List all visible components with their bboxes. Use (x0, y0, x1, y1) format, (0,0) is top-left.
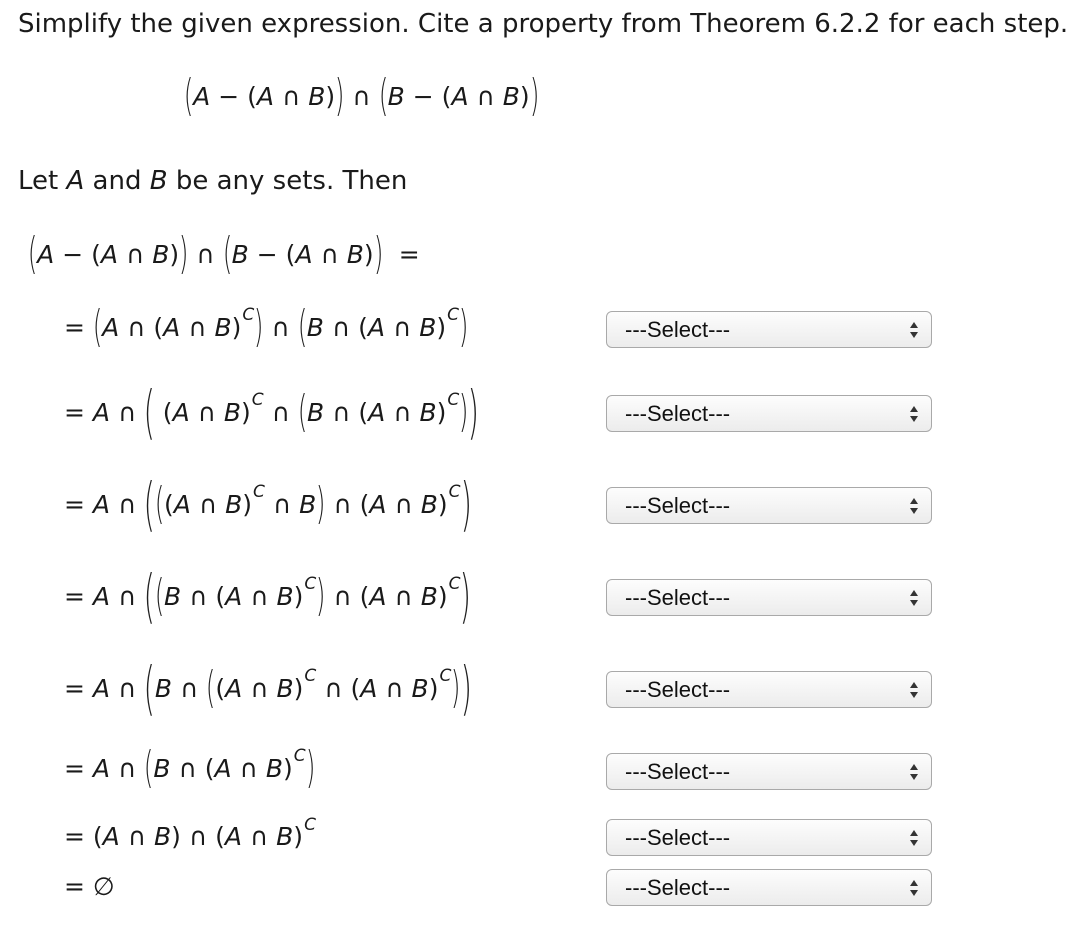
question-prompt: Simplify the given expression. Cite a property from Theorem 6.2.2 for each step. (18, 9, 1069, 39)
select-arrows-icon (909, 589, 919, 607)
proof-step-6: = A ∩ ( B ∩ ( A ∩ B ) C ) (64, 742, 315, 793)
proof-step-5: = A ∩ ( B ∩ ( ( A ∩ B ) C ∩ ( A ∩ B ) C ) ) (64, 654, 472, 722)
proof-step-3: = A ∩ ( ( ( A ∩ B ) C ∩ B ) ∩ ( A ∩ B ) C ) (64, 470, 472, 538)
proof-step-8: = ∅ (64, 872, 115, 901)
reason-select-2[interactable]: ---Select--- (606, 395, 932, 432)
given-expression: ( A − ( A ∩ B ) ) ∩ ( B − ( A ∩ B ) ) (183, 70, 539, 121)
reason-select-7[interactable]: ---Select--- (606, 819, 932, 856)
select-arrows-icon (909, 829, 919, 847)
reason-select-4[interactable]: ---Select--- (606, 579, 932, 616)
proof-step-2: = A ∩ ( ( A ∩ B ) C ∩ ( B ∩ ( A ∩ B ) C ) ) (64, 378, 480, 446)
reason-select-1[interactable]: ---Select--- (606, 311, 932, 348)
select-arrows-icon (909, 681, 919, 699)
let-statement: Let A and B be any sets. Then (18, 166, 408, 196)
select-arrows-icon (909, 763, 919, 781)
select-arrows-icon (909, 497, 919, 515)
select-arrows-icon (909, 879, 919, 897)
select-arrows-icon (909, 321, 919, 339)
proof-step-7: = ( A ∩ B ) ∩ ( A ∩ B ) C (64, 814, 316, 851)
reason-select-8[interactable]: ---Select--- (606, 869, 932, 906)
reason-select-5[interactable]: ---Select--- (606, 671, 932, 708)
select-arrows-icon (909, 405, 919, 423)
proof-start-expression: ( A − ( A ∩ B ) ) ∩ ( B − ( A ∩ B ) ) = (27, 228, 420, 279)
proof-step-1: = ( A ∩ ( A ∩ B ) C ) ∩ ( B ∩ ( A ∩ B ) C ) (64, 301, 469, 352)
reason-select-3[interactable]: ---Select--- (606, 487, 932, 524)
proof-step-4: = A ∩ ( ( B ∩ ( A ∩ B ) C ) ∩ ( A ∩ B ) C ) (64, 562, 472, 630)
reason-select-6[interactable]: ---Select--- (606, 753, 932, 790)
